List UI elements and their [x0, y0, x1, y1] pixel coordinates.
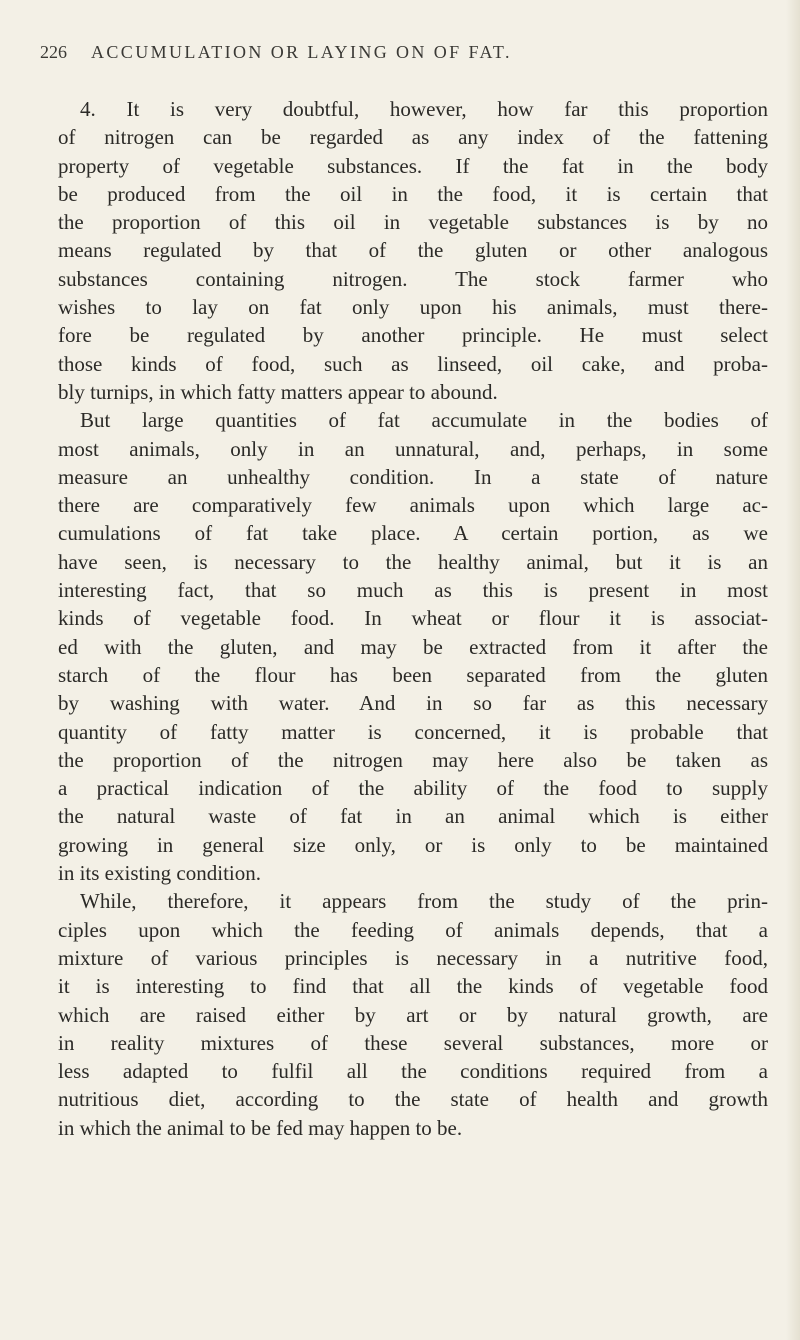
- text-line: in reality mixtures of these several substances, more or: [58, 1030, 768, 1055]
- text-line: interesting fact, that so much as this is present in most: [58, 578, 768, 603]
- text-line: property of vegetable substances. If the fat in the body: [58, 153, 768, 178]
- text-line: of nitrogen can be regarded as any index of the fattening: [58, 125, 768, 150]
- text-line: substances containing nitrogen. The stock farmer who: [58, 266, 768, 291]
- text-line: the proportion of this oil in vegetable substances is by no: [58, 210, 768, 235]
- text-line: wishes to lay on fat only upon his animals, must there-: [58, 295, 768, 320]
- text-line: starch of the flour has been separated from the gluten: [58, 662, 768, 687]
- text-line: 4. It is very doubtful, however, how far this proportion: [80, 97, 768, 121]
- text-line: growing in general size only, or is only to be maintained: [58, 832, 768, 857]
- text-line: in its existing condition.: [58, 861, 261, 886]
- text-line: While, therefore, it appears from the study of the prin-: [80, 889, 768, 914]
- text-line: ed with the gluten, and may be extracted from it after the: [58, 634, 768, 659]
- text-line: a practical indication of the ability of the food to supply: [58, 776, 768, 801]
- text-line: the natural waste of fat in an animal which is either: [58, 804, 768, 829]
- running-title: ACCUMULATION OR LAYING ON OF FAT.: [91, 42, 512, 62]
- text-line: mixture of various principles is necessary in a nutritive food,: [58, 945, 768, 970]
- text-line: cumulations of fat take place. A certain portion, as we: [58, 521, 768, 546]
- text-line: means regulated by that of the gluten or other analogous: [58, 238, 768, 263]
- text-line: those kinds of food, such as linseed, oil cake, and proba-: [58, 351, 768, 376]
- text-line: which are raised either by art or by natural growth, are: [58, 1002, 768, 1027]
- text-line: But large quantities of fat accumulate in the bodies of: [80, 408, 768, 433]
- text-line: nutritious diet, according to the state of health and growth: [58, 1087, 768, 1112]
- text-line: be produced from the oil in the food, it is certain that: [58, 181, 768, 206]
- text-line: measure an unhealthy condition. In a state of nature: [58, 464, 768, 489]
- text-line: less adapted to fulfil all the conditions required from a: [58, 1059, 768, 1084]
- text-line: fore be regulated by another principle. He must select: [58, 323, 768, 348]
- page-header: [40, 42, 770, 63]
- text-line: the proportion of the nitrogen may here also be taken as: [58, 747, 768, 772]
- text-line: bly turnips, in which fatty matters appear to abound.: [58, 379, 498, 404]
- body-text: [58, 95, 768, 1142]
- text-line: it is interesting to find that all the kinds of vegetable food: [58, 974, 768, 999]
- text-line: kinds of vegetable food. In wheat or flour it is associat-: [58, 606, 768, 631]
- text-line: ciples upon which the feeding of animals depends, that a: [58, 917, 768, 942]
- text-line: quantity of fatty matter is concerned, it is probable that: [58, 719, 768, 744]
- text-line: have seen, is necessary to the healthy animal, but it is an: [58, 549, 768, 574]
- page-number: 226: [40, 42, 67, 62]
- text-line: by washing with water. And in so far as this necessary: [58, 691, 768, 716]
- text-line: in which the animal to be fed may happen to be.: [58, 1115, 463, 1140]
- text-line: most animals, only in an unnatural, and, perhaps, in some: [58, 436, 768, 461]
- page-edge-shadow: [786, 0, 800, 1340]
- text-line: there are comparatively few animals upon which large ac-: [58, 493, 768, 518]
